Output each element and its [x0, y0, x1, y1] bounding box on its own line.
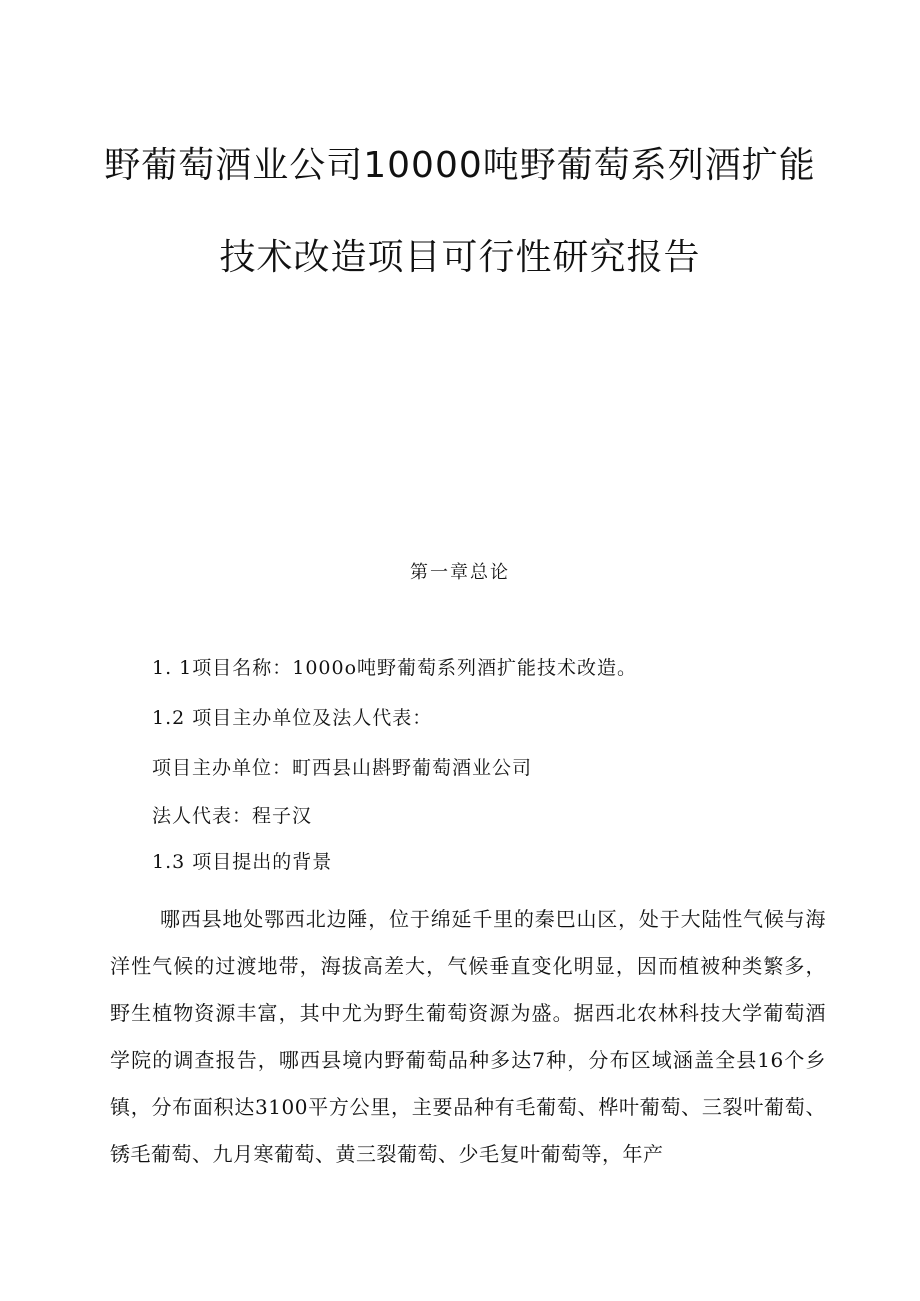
section-1-3-background-heading: 1.3 项目提出的背景: [152, 851, 333, 873]
section-1-2-sponsor-heading: 1.2 项目主办单位及法人代表：: [152, 707, 433, 729]
chapter-heading: 第一章总论: [410, 562, 510, 583]
sponsor-unit: 项目主办单位：町西县山斟野葡萄酒业公司: [152, 757, 533, 779]
background-paragraph: 哪西县地处鄂西北边陲，位于绵延千里的秦巴山区，处于大陆性气候与海洋性气候的过渡地带，海拔高差大，气候垂直变化明显，因而植被种类繁多，野生植物资源丰富，其中尤为野生葡萄资源为盛。据西北农林科技大学葡萄酒学院的调查报告，哪西县境内野葡萄品种多达7种，分布区域涵盖全县16个乡镇，分布面积达3100平方公里，主要品种有毛葡萄、桦叶葡萄、三裂叶葡萄、锈毛葡萄、九月寒葡萄、黄三裂葡萄、少毛复叶葡萄等，年产: [110, 907, 826, 1166]
legal-representative: 法人代表：程子汉: [152, 805, 313, 827]
section-1-1-project-name: 1. 1项目名称：1000o吨野葡萄系列酒扩能技术改造。: [152, 657, 638, 679]
report-title-line-2: 技术改造项目可行性研究报告: [219, 237, 701, 278]
report-title-line-1: 野葡萄酒业公司10000吨野葡萄系列酒扩能: [104, 145, 816, 186]
